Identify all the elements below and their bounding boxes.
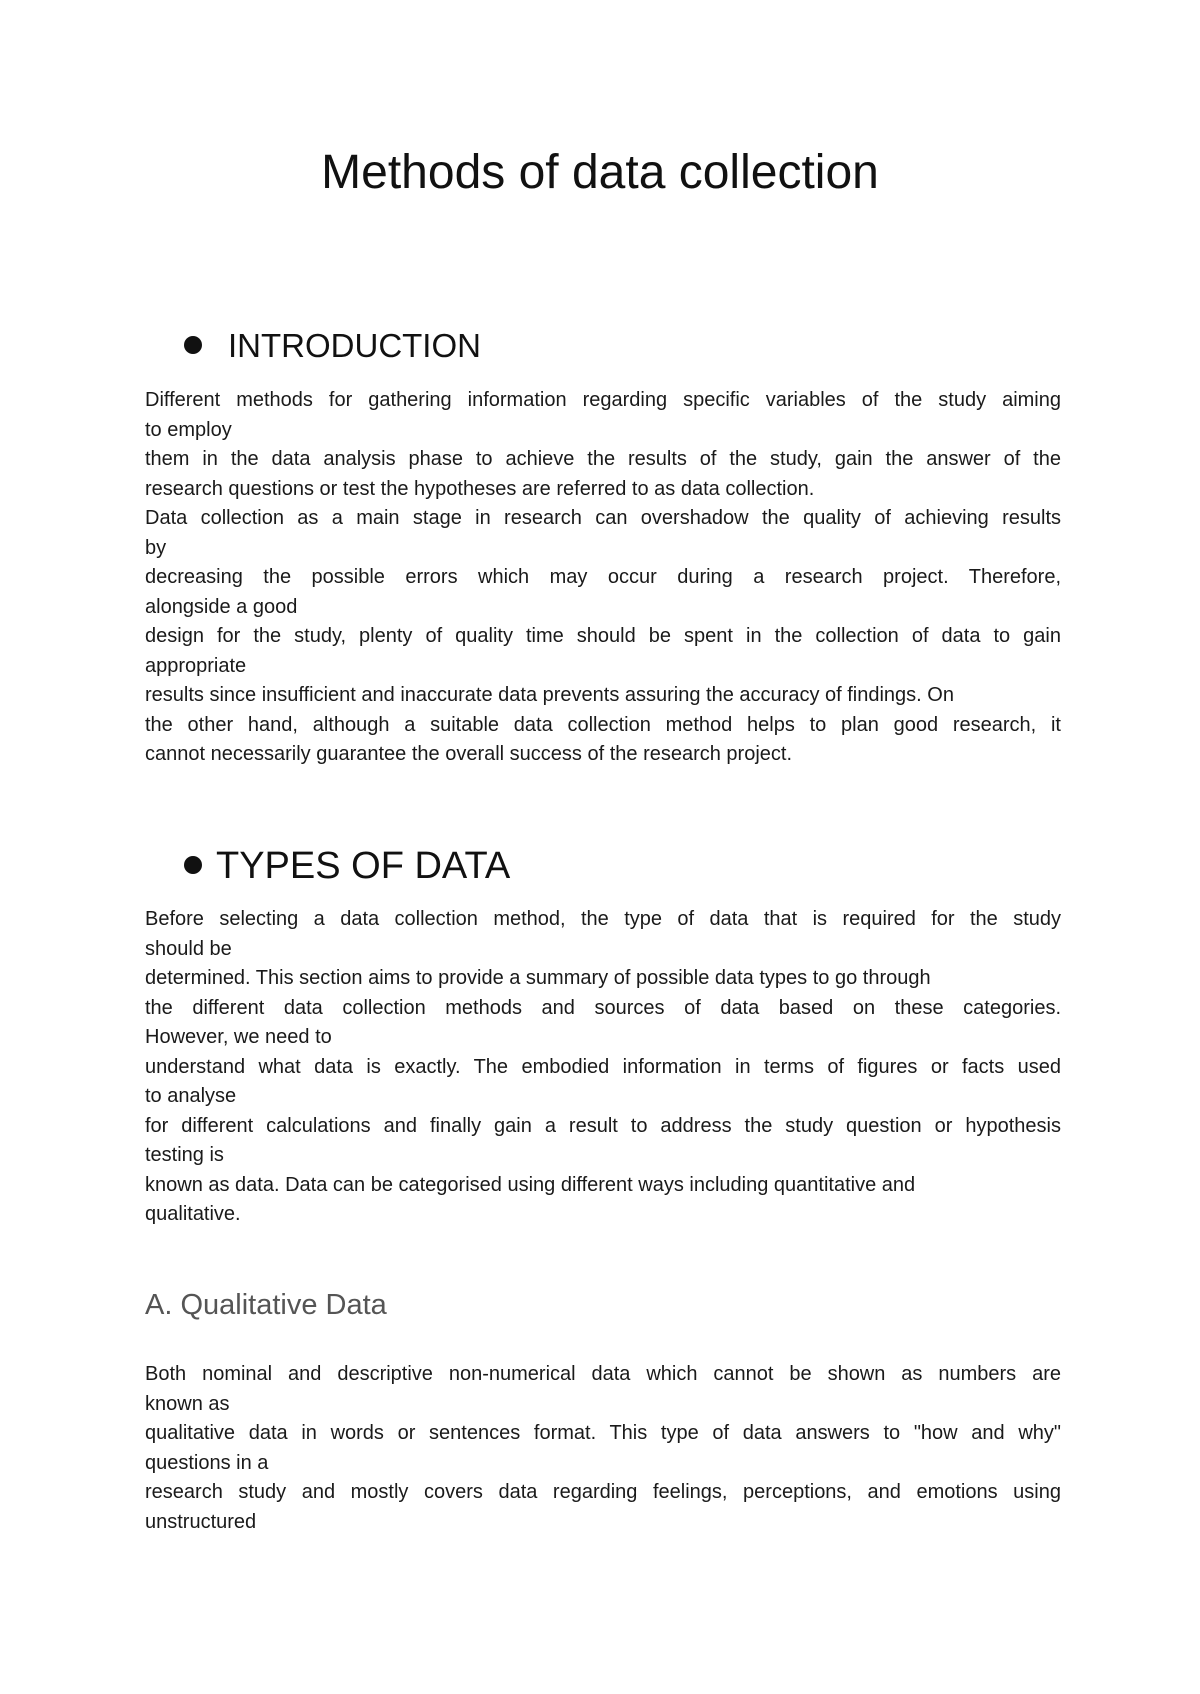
paragraph-line: decreasing the possible errors which may occur during a research project. Therefore, bbox=[145, 566, 1061, 588]
section-heading-types-of-data bbox=[184, 843, 510, 889]
types-of-data-paragraph bbox=[145, 905, 1061, 1230]
section-heading-types-of-data-text: TYPES OF DATA bbox=[216, 845, 511, 887]
paragraph-line: appropriate bbox=[145, 654, 247, 677]
qualitative-data-paragraph bbox=[145, 1360, 1061, 1537]
subsection-heading-qualitative-data: A. Qualitative Data bbox=[145, 1289, 387, 1321]
paragraph-line: Different methods for gathering information regarding specific variables of the study aiming bbox=[145, 389, 1061, 411]
paragraph-line: testing is bbox=[145, 1144, 224, 1166]
paragraph-line: them in the data analysis phase to achieve the results of the study, gain the answer of the bbox=[145, 448, 1061, 470]
paragraph-line: qualitative. bbox=[145, 1203, 241, 1225]
paragraph-line: to employ bbox=[145, 418, 232, 441]
bullet-icon bbox=[184, 856, 202, 874]
paragraph-line: research questions or test the hypotheses are referred to as data collection. bbox=[145, 477, 815, 500]
paragraph-line: understand what data is exactly. The embodied information in terms of figures or facts used bbox=[145, 1055, 1061, 1078]
bullet-icon bbox=[184, 336, 202, 354]
document-title: Methods of data collection bbox=[321, 146, 879, 199]
paragraph-line: for different calculations and finally gain a result to address the study question or hypothesis bbox=[145, 1114, 1061, 1137]
paragraph-line: the other hand, although a suitable data collection method helps to plan good research, it bbox=[145, 713, 1061, 736]
paragraph-line: Data collection as a main stage in research can overshadow the quality of achieving results bbox=[145, 507, 1061, 529]
section-heading-introduction bbox=[184, 326, 481, 366]
paragraph-line: qualitative data in words or sentences format. This type of data answers to "how and why" bbox=[145, 1422, 1061, 1444]
paragraph-line: design for the study, plenty of quality time should be spent in the collection of data to gain bbox=[145, 625, 1061, 647]
paragraph-line: However, we need to bbox=[145, 1026, 332, 1048]
introduction-paragraph bbox=[145, 386, 1061, 770]
paragraph-line: known as data. Data can be categorised using different ways including quantitative and bbox=[145, 1173, 916, 1196]
paragraph-line: by bbox=[145, 536, 167, 559]
paragraph-line: Both nominal and descriptive non-numerical data which cannot be shown as numbers are bbox=[145, 1363, 1061, 1385]
paragraph-line: alongside a good bbox=[145, 595, 298, 618]
paragraph-line: to analyse bbox=[145, 1085, 237, 1107]
paragraph-line: should be bbox=[145, 937, 232, 960]
paragraph-line: results since insufficient and inaccurate data prevents assuring the accuracy of findings. On bbox=[145, 684, 954, 706]
paragraph-line: determined. This section aims to provide a summary of possible data types to go through bbox=[145, 967, 931, 989]
paragraph-line: unstructured bbox=[145, 1510, 257, 1533]
paragraph-line: cannot necessarily guarantee the overall success of the research project. bbox=[145, 743, 793, 765]
paragraph-line: Before selecting a data collection method, the type of data that is required for the study bbox=[145, 908, 1061, 930]
paragraph-line: research study and mostly covers data regarding feelings, perceptions, and emotions using bbox=[145, 1481, 1061, 1503]
paragraph-line: known as bbox=[145, 1392, 230, 1415]
paragraph-line: questions in a bbox=[145, 1451, 269, 1474]
section-heading-introduction-text: INTRODUCTION bbox=[228, 327, 481, 364]
paragraph-line: the different data collection methods and sources of data based on these categories. bbox=[145, 996, 1061, 1019]
